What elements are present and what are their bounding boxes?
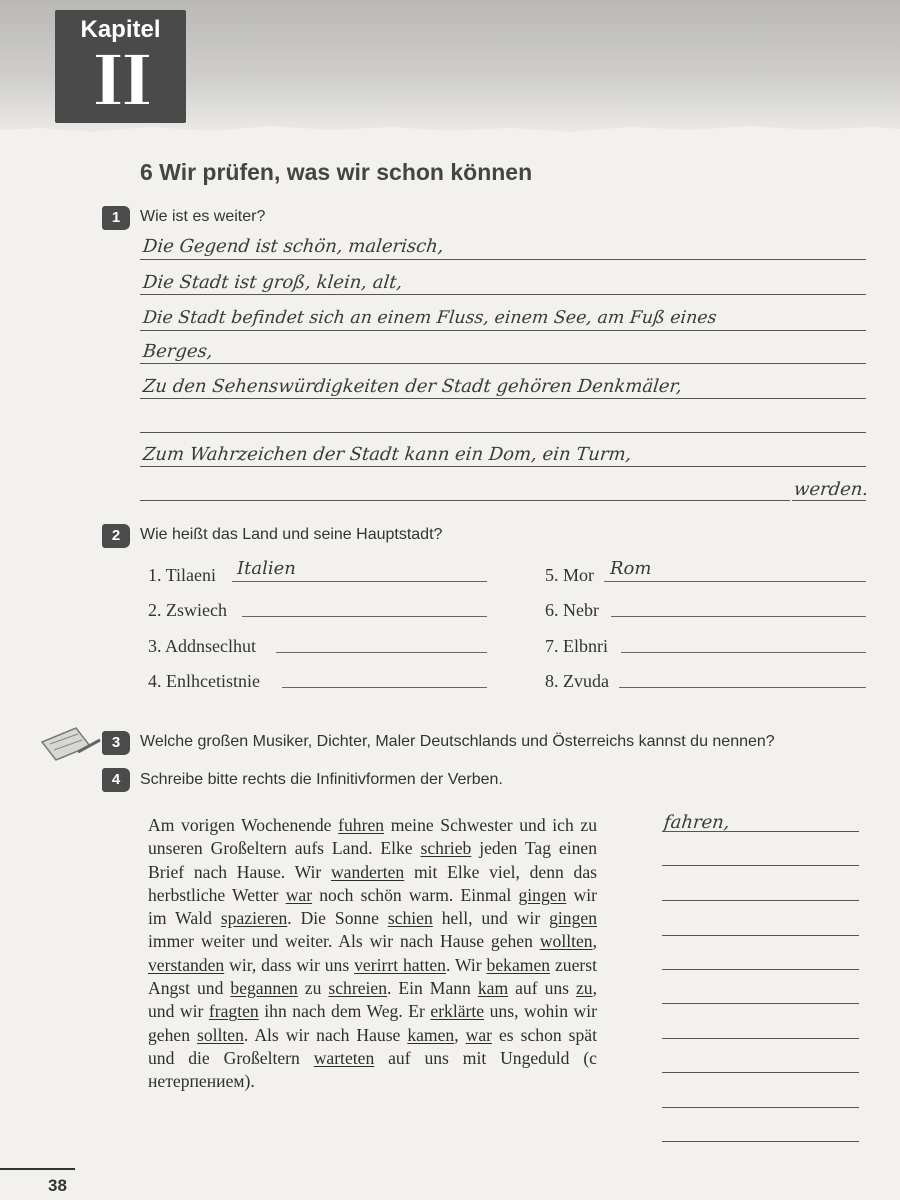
answer-line [619,687,866,688]
story-text [148,814,597,1094]
quiz-item-4: 4. Enlhcetistnie [148,671,260,691]
section-title: 6 Wir prüfen, was wir schon können [140,159,533,185]
story-segment: mit Elke viel, denn das herbstliche Wetter [148,861,597,905]
story-segment: wir im Wald [148,884,597,929]
task-1-answer-line-1: Die Gegend ist schön, malerisch, [141,236,445,257]
answer-line [662,900,859,901]
answer-line [662,865,859,866]
task-1-instruction: Wie ist es weiter? [140,208,266,225]
pencil-note-icon [38,722,102,764]
answer-line [662,969,859,970]
writing-line [140,363,866,364]
task-1-answer-line-7: Zum Wahrzeichen der Stadt kann ein Dom, ein Turm, [141,444,633,465]
task-2-instruction: Wie heißt das Land und seine Hauptstadt? [140,526,443,543]
page-rule [0,1168,75,1170]
underlined-verb: fragten [208,1001,259,1022]
quiz-item-2: 2. Zswiech [148,600,227,620]
story-segment: auf uns [508,978,576,999]
quiz-item-3: 3. Addnseclhut [148,636,256,656]
underlined-verb: sollten [197,1024,244,1045]
page-number: 38 [48,1176,67,1195]
story-segment: zuerst Angst und [148,954,597,999]
story-segment: noch schön warm. Einmal [312,884,519,905]
answer-line [276,652,487,653]
quiz-item-7: 7. Elbnri [545,636,608,656]
underlined-verb: wanderten [330,861,405,882]
story-segment: Am vorigen Wochenende [148,815,339,835]
underlined-verb: schrieb [420,838,472,859]
underlined-verb: begannen [230,978,298,999]
underlined-verb: verirrt hatten [354,954,446,975]
quiz-answer-1: Italien [237,558,296,579]
quiz-item-1: 1. Tilaeni [148,565,217,585]
writing-line [140,398,866,399]
answer-line [662,831,859,832]
story-segment: . Ein Mann [387,978,478,999]
writing-line [792,500,866,501]
task-1-answer-line-4: Berges, [141,341,214,362]
story-segment: , und wir [148,978,598,1022]
story-segment: jeden Tag einen Brief nach Hause. Wir [148,838,598,882]
underlined-verb: warteten [313,1047,375,1068]
task-3-badge: 3 [102,731,130,755]
answer-line [662,1072,859,1073]
task-3-instruction: Welche großen Musiker, Dichter, Maler Deutschlands und Österreichs kannst du nennen? [140,733,775,750]
chapter-label: Kapitel [80,16,161,43]
underlined-verb: war [285,884,313,905]
underlined-verb: schien [387,908,433,929]
underlined-verb: gingen [518,884,567,905]
writing-line [140,432,866,433]
answer-line [662,1003,859,1004]
story-segment: wir, dass wir uns [224,954,355,975]
answer-line [282,687,487,688]
story-segment: es schon spät und die Großeltern [148,1024,597,1068]
task-4-instruction: Schreibe bitte rechts die Infinitivformen der Verben. [140,771,503,788]
story-segment: uns, wohin wir gehen [148,1001,597,1045]
story-segment: , [454,1024,466,1045]
story-segment: immer weiter und weiter. Als wir nach Hause gehen [148,931,540,952]
task-4-badge: 4 [102,768,130,792]
quiz-item-6: 6. Nebr [545,600,599,620]
underlined-verb: verstanden [148,954,225,975]
underlined-verb: gingen [549,908,598,929]
story-paragraph [148,814,597,1094]
answer-line [242,616,487,617]
writing-line [140,294,866,295]
task-1-answer-line-3: Die Stadt befindet sich an einem Fluss, einem See, am Fuß eines [141,308,718,328]
writing-line [140,500,790,501]
writing-line [140,330,866,331]
story-segment: meine Schwester und ich zu unseren Großeltern aufs Land. Elke [148,815,598,859]
writing-line [140,259,866,260]
chapter-number: II [91,39,150,122]
underlined-verb: fuhren [338,815,385,835]
underlined-verb: zu [576,978,593,999]
task-1-answer-ending: werden. [792,479,870,500]
answer-line [232,581,487,582]
answer-line [662,1038,859,1039]
task-2-badge: 2 [102,524,130,548]
underlined-verb: erklärte [430,1001,485,1022]
writing-line [140,466,866,467]
underlined-verb: war [465,1024,492,1045]
story-segment: . Die Sonne [287,908,388,929]
chapter-badge [55,10,186,123]
answer-line [662,1141,859,1142]
answer-line [662,935,859,936]
quiz-answer-5: Rom [610,558,652,579]
underlined-verb: kam [477,978,509,999]
answer-line [662,1107,859,1108]
underlined-verb: wollten [539,931,593,952]
quiz-item-5: 5. Mor [545,565,594,585]
answer-line [621,652,866,653]
story-segment: , [592,931,597,952]
quiz-item-8: 8. Zvuda [545,671,609,691]
story-segment: hell, und wir [432,908,550,929]
story-segment: . Wir [445,954,487,975]
underlined-verb: bekamen [486,954,551,975]
story-segment: auf uns mit Ungeduld (с нетерпением). [148,1047,597,1092]
underlined-verb: kamen [407,1024,455,1045]
infinitive-answer-1: fahren, [662,812,731,833]
story-segment: ihn nach dem Weg. Er [258,1001,431,1022]
underlined-verb: schreien [328,978,388,999]
underlined-verb: spazieren [220,908,288,929]
answer-line [604,581,866,582]
task-1-answer-line-2: Die Stadt ist groß, klein, alt, [141,272,404,293]
story-segment: zu [297,978,329,999]
story-segment: . Als wir nach Hause [243,1024,408,1045]
answer-line [611,616,866,617]
task-1-answer-line-5: Zu den Sehenswürdigkeiten der Stadt gehören Denkmäler, [141,376,683,397]
task-1-badge: 1 [102,206,130,230]
